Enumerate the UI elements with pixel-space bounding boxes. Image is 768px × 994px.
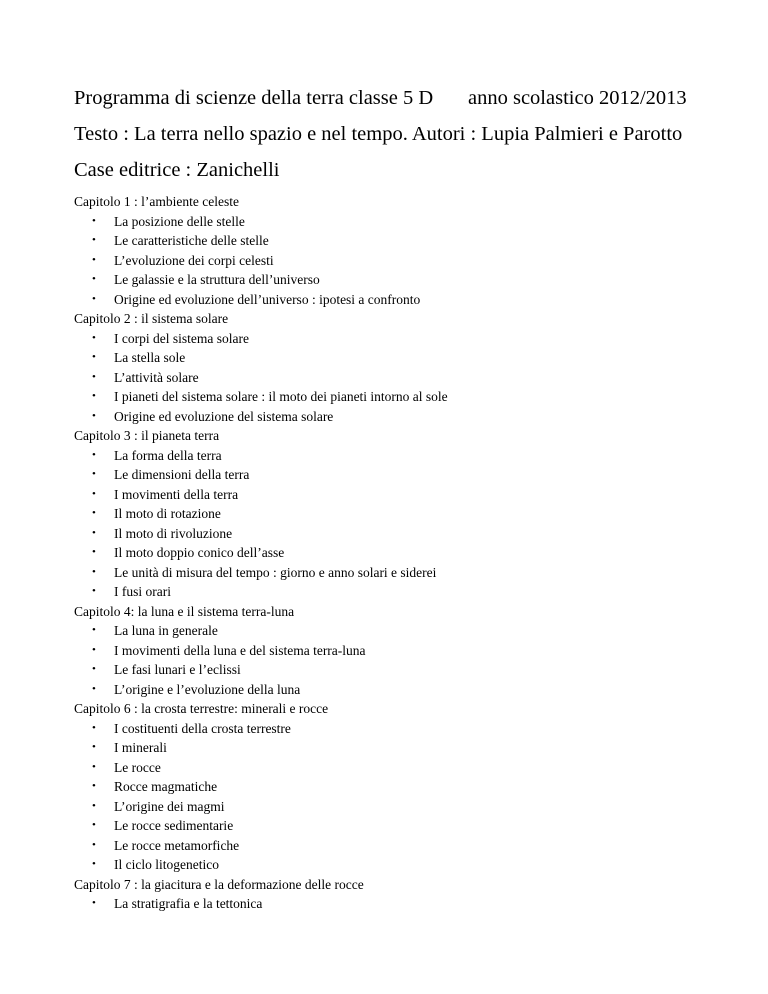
- bullet-icon: •: [92, 253, 96, 266]
- bullet-icon: •: [92, 624, 96, 636]
- bullet-icon: •: [92, 682, 96, 695]
- list-item: [74, 524, 734, 544]
- topic-text: La luna in generale: [114, 623, 218, 638]
- list-item: [74, 894, 734, 914]
- bullet-icon: •: [92, 507, 96, 519]
- list-item: [74, 368, 734, 388]
- list-item: [74, 563, 734, 583]
- list-item: [74, 660, 734, 680]
- topic-text: Le rocce sedimentarie: [114, 818, 234, 833]
- list-item: [74, 797, 734, 817]
- program-title: Programma di scienze della terra classe 5 D: [74, 87, 434, 109]
- list-item: [74, 738, 734, 758]
- list-item: [74, 329, 734, 349]
- chapter-title: Capitolo 4: la luna e il sistema terra-luna: [74, 603, 295, 619]
- topic-text: Le caratteristiche delle stelle: [114, 233, 269, 248]
- bullet-icon: •: [92, 643, 96, 656]
- list-item: [74, 641, 734, 661]
- topic-text: L’origine e l’evoluzione della luna: [114, 681, 301, 697]
- topic-text: Le dimensioni della terra: [114, 467, 250, 482]
- bullet-icon: •: [92, 390, 96, 402]
- bullet-icon: •: [92, 468, 96, 480]
- topic-text: La stratigrafia e la tettonica: [114, 896, 263, 911]
- bullet-icon: •: [92, 663, 96, 675]
- list-item: [74, 758, 734, 778]
- topic-text: I pianeti del sistema solare : il moto dei pianeti intorno al sole: [114, 389, 448, 404]
- school-year: anno scolastico 2012/2013: [468, 87, 687, 109]
- topic-text: Il moto di rotazione: [114, 506, 221, 521]
- list-item: [74, 719, 734, 739]
- list-item: [74, 777, 734, 797]
- chapter-title: Capitolo 6 : la crosta terrestre: minerali e rocce: [74, 701, 329, 716]
- topic-text: La posizione delle stelle: [114, 213, 245, 229]
- list-item: [74, 855, 734, 875]
- topic-text: I fusi orari: [114, 584, 171, 599]
- topic-text: La stella sole: [114, 350, 186, 365]
- bullet-icon: •: [92, 741, 96, 753]
- bullet-icon: •: [92, 799, 96, 812]
- list-item: [74, 543, 734, 563]
- topic-text: I movimenti della terra: [114, 486, 239, 502]
- publisher-line: Case editrice : Zanichelli: [74, 159, 280, 181]
- chapter-title: Capitolo 2 : il sistema solare: [74, 311, 229, 326]
- topic-text: Rocce magmatiche: [114, 779, 218, 794]
- program-heading: [74, 86, 687, 110]
- chapter-title: Capitolo 1 : l’ambiente celeste: [74, 194, 239, 209]
- bullet-icon: •: [92, 351, 96, 363]
- topic-text: I minerali: [114, 740, 167, 755]
- topic-text: Il ciclo litogenetico: [114, 857, 219, 872]
- list-item: [74, 407, 734, 427]
- list-item: [74, 290, 734, 310]
- topic-text: I movimenti della luna e del sistema terra-luna: [114, 642, 366, 658]
- topic-text: Il moto doppio conico dell’asse: [114, 545, 285, 560]
- topic-text: Le rocce: [114, 759, 161, 775]
- topic-text: Le fasi lunari e l’eclissi: [114, 662, 241, 677]
- list-item: [74, 485, 734, 505]
- topic-text: La forma della terra: [114, 447, 222, 463]
- bullet-icon: •: [92, 273, 96, 285]
- list-item: [74, 816, 734, 836]
- bullet-icon: •: [92, 234, 96, 246]
- bullet-icon: •: [92, 565, 96, 578]
- bullet-icon: •: [92, 448, 96, 461]
- list-item: [74, 387, 734, 407]
- topic-text: Origine ed evoluzione dell’universo : ipotesi a confronto: [114, 291, 421, 307]
- topic-text: Origine ed evoluzione del sistema solare: [114, 408, 334, 424]
- chapter-title: Capitolo 3 : il pianeta terra: [74, 428, 220, 443]
- bullet-icon: •: [92, 760, 96, 773]
- list-item: [74, 836, 734, 856]
- list-item: [74, 212, 734, 232]
- topic-text: L’evoluzione dei corpi celesti: [114, 252, 274, 268]
- bullet-icon: •: [92, 487, 96, 500]
- bullet-icon: •: [92, 409, 96, 422]
- bullet-icon: •: [92, 585, 96, 597]
- bullet-icon: •: [92, 214, 96, 227]
- chapter-title: Capitolo 7 : la giacitura e la deformazione delle rocce: [74, 876, 364, 892]
- list-item: [74, 251, 734, 271]
- bullet-icon: •: [92, 526, 96, 539]
- list-item: [74, 582, 734, 602]
- list-item: [74, 680, 734, 700]
- list-item: [74, 465, 734, 485]
- topic-text: L’attività solare: [114, 369, 199, 385]
- bullet-icon: •: [92, 721, 96, 734]
- bullet-icon: •: [92, 546, 96, 558]
- topic-text: I corpi del sistema solare: [114, 330, 249, 346]
- list-item: [74, 446, 734, 466]
- bullet-icon: •: [92, 897, 96, 909]
- topic-text: Le rocce metamorfiche: [114, 837, 240, 853]
- bullet-icon: •: [92, 858, 96, 870]
- topic-text: Le galassie e la struttura dell’universo: [114, 272, 320, 287]
- bullet-icon: •: [92, 838, 96, 851]
- topic-text: L’origine dei magmi: [114, 798, 225, 814]
- list-item: [74, 504, 734, 524]
- topic-text: I costituenti della crosta terrestre: [114, 720, 291, 736]
- bullet-icon: •: [92, 780, 96, 792]
- bullet-icon: •: [92, 292, 96, 305]
- topic-text: Il moto di rivoluzione: [114, 525, 233, 541]
- bullet-icon: •: [92, 331, 96, 344]
- list-item: [74, 270, 734, 290]
- list-item: [74, 231, 734, 251]
- bullet-icon: •: [92, 819, 96, 831]
- list-item: [74, 621, 734, 641]
- bullet-icon: •: [92, 370, 96, 383]
- list-item: [74, 348, 734, 368]
- topic-text: Le unità di misura del tempo : giorno e anno solari e siderei: [114, 564, 437, 580]
- chapter-list: [74, 192, 734, 914]
- textbook-line: Testo : La terra nello spazio e nel tempo. Autori : Lupia Palmieri e Parotto: [74, 123, 683, 145]
